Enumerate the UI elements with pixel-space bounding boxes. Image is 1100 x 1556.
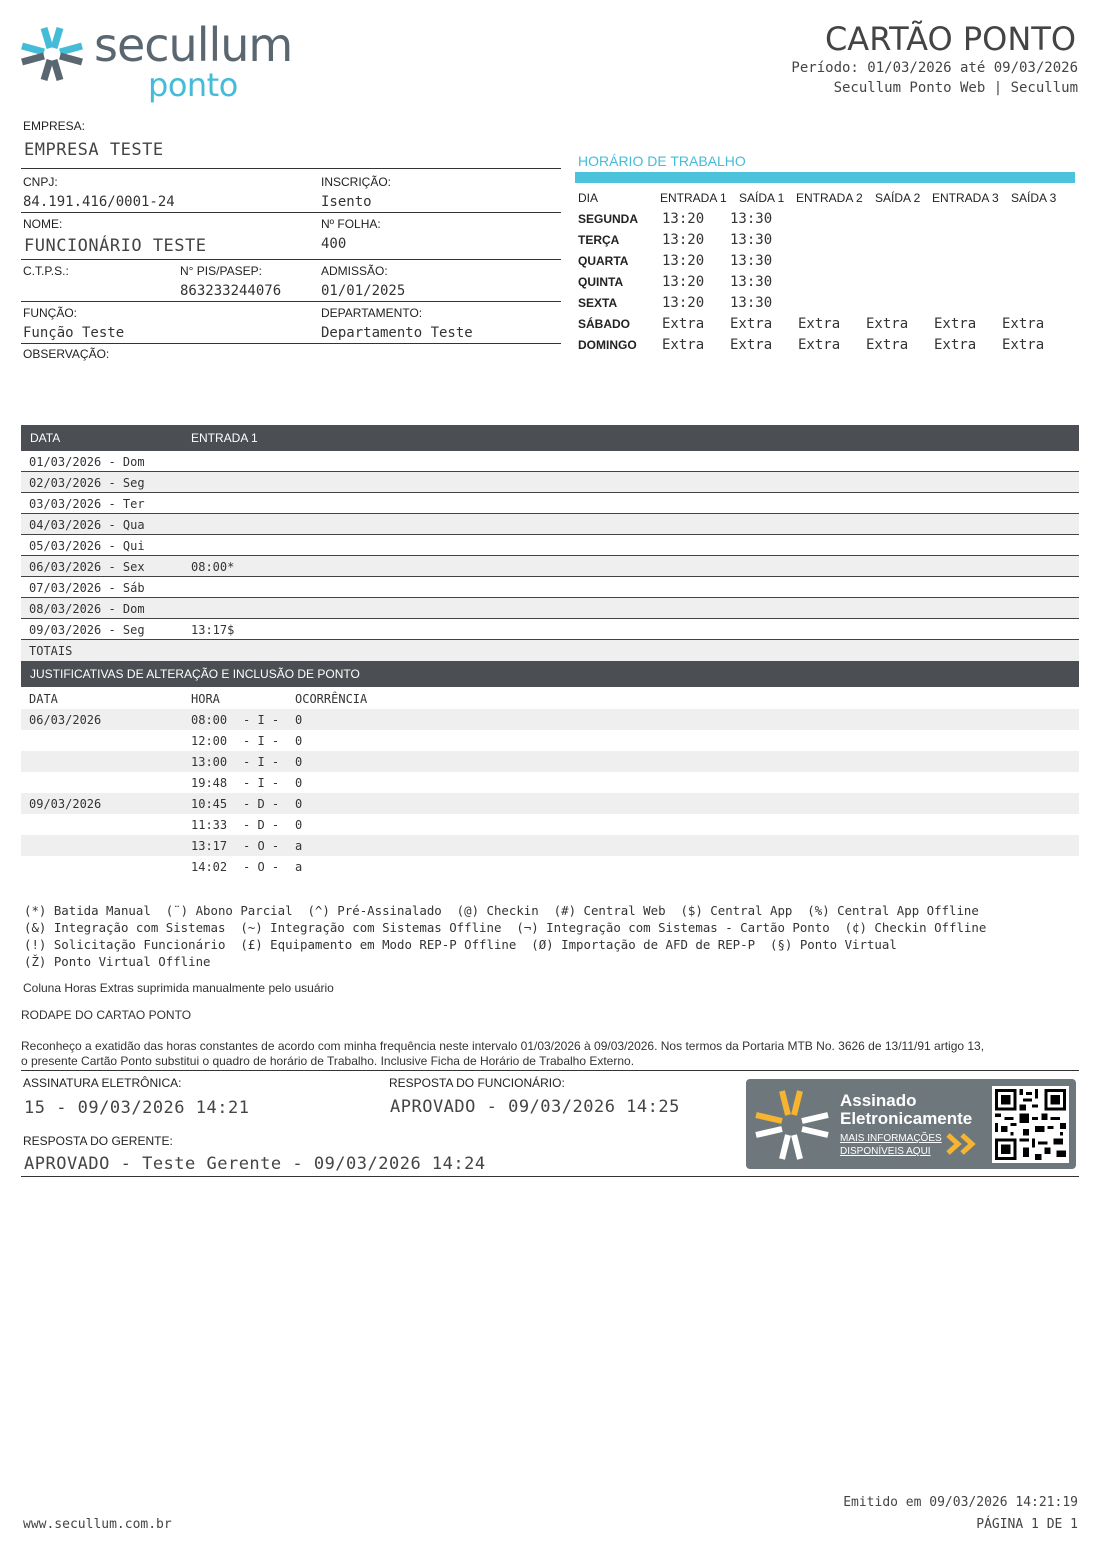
page-number: PÁGINA 1 DE 1: [976, 1517, 1078, 1532]
schedule-cell: 13:30: [730, 274, 773, 290]
folha-label: Nº FOLHA:: [321, 217, 381, 231]
list-item: [21, 793, 1079, 814]
j-hora: 19:48: [191, 776, 228, 790]
schedule-cell: 13:20: [662, 274, 705, 290]
divider: [21, 212, 561, 213]
j-tipo: - D -: [243, 818, 280, 832]
declaration-line1: Reconheço a exatidão das horas constantes de acordo com minha frequência neste intervalo 01/03/2026 à 09/03/2026. Nos termos da Portaria MTB No. 3626 de 13/11/91 artigo 13,: [21, 1039, 985, 1053]
list-item: [21, 772, 1079, 793]
legend-line: (!) Solicitação Funcionário (£) Equipamento em Modo REP-P Offline (Ø) Importação de AFD de REP-P (§) Ponto Virtual: [24, 937, 897, 952]
table-row: [21, 514, 1079, 535]
table-row: [21, 472, 1079, 493]
divider: [21, 301, 561, 302]
pis-label: N° PIS/PASEP:: [180, 264, 262, 278]
period-text: Período: 01/03/2026 até 09/03/2026: [791, 60, 1078, 76]
justifications-columns: [21, 688, 1079, 709]
company-label: EMPRESA:: [23, 119, 86, 133]
schedule-cell: Extra: [662, 337, 705, 353]
schedule-header-entrada1: ENTRADA 1: [660, 191, 727, 205]
justifications-header: [21, 661, 1079, 687]
schedule-cell: 13:30: [730, 232, 773, 248]
schedule-cell: Extra: [662, 316, 705, 332]
qr-code-icon[interactable]: [992, 1086, 1069, 1163]
employee-response-label: RESPOSTA DO FUNCIONÁRIO:: [389, 1076, 565, 1090]
j-date: 09/03/2026: [29, 797, 102, 811]
j-hora: 08:00: [191, 713, 228, 727]
ctps-label: C.T.P.S.:: [23, 264, 69, 278]
seal-title-line2: Eletronicamente: [840, 1109, 973, 1128]
j-hora: 14:02: [191, 860, 228, 874]
emitted-text: Emitido em 09/03/2026 14:21:19: [843, 1495, 1078, 1510]
manager-response-label: RESPOSTA DO GERENTE:: [23, 1134, 173, 1148]
schedule-header-saida1: SAÍDA 1: [739, 191, 785, 205]
schedule-day: QUINTA: [578, 275, 624, 289]
j-ocorrencia: 0: [295, 713, 303, 727]
schedule-header-entrada3: ENTRADA 3: [932, 191, 999, 205]
divider: [21, 168, 561, 169]
row-date: 08/03/2026 - Dom: [29, 602, 145, 616]
punch-table-header: [21, 425, 1079, 451]
row-date: 09/03/2026 - Seg: [29, 623, 145, 637]
jcol-ocorrencia: OCORRÊNCIA: [295, 692, 368, 706]
schedule-cell: 13:20: [662, 211, 705, 227]
divider: [21, 1070, 1079, 1071]
table-row: [21, 619, 1079, 640]
j-tipo: - O -: [243, 839, 280, 853]
list-item: [21, 835, 1079, 856]
table-row: [21, 577, 1079, 598]
jcol-data: DATA: [29, 692, 58, 706]
schedule-cell: Extra: [798, 337, 841, 353]
schedule-cell: Extra: [866, 337, 909, 353]
j-ocorrencia: 0: [295, 797, 303, 811]
schedule-day: SÁBADO: [578, 317, 631, 331]
schedule-cell: 13:30: [730, 211, 773, 227]
j-tipo: - I -: [243, 755, 280, 769]
schedule-cell: 13:20: [662, 253, 705, 269]
list-item: [21, 709, 1079, 730]
list-item: [21, 730, 1079, 751]
schedule-cell: 13:20: [662, 232, 705, 248]
list-item: [21, 814, 1079, 835]
schedule-cell: Extra: [934, 316, 977, 332]
schedule-header-entrada2: ENTRADA 2: [796, 191, 863, 205]
logo-burst-icon: [20, 22, 84, 86]
schedule-cell: Extra: [730, 316, 773, 332]
funcao-label: FUNÇÃO:: [23, 306, 77, 320]
j-hora: 10:45: [191, 797, 228, 811]
seal-title-line1: Assinado: [840, 1091, 917, 1110]
nome-label: NOME:: [23, 217, 63, 231]
schedule-cell: Extra: [1002, 316, 1045, 332]
schedule-title: HORÁRIO DE TRABALHO: [578, 153, 746, 169]
table-row: [21, 451, 1079, 472]
double-chevron-right-icon: [946, 1133, 978, 1155]
electronic-signature-seal[interactable]: [746, 1079, 1076, 1169]
col-data: DATA: [30, 431, 61, 445]
legend-line: (Ž) Ponto Virtual Offline: [24, 954, 211, 969]
schedule-bar: [575, 172, 1075, 183]
row-date: 05/03/2026 - Qui: [29, 539, 145, 553]
extra-hours-note: Coluna Horas Extras suprimida manualmente pelo usuário: [23, 981, 334, 995]
cnpj-label: CNPJ:: [23, 175, 58, 189]
table-row: [21, 598, 1079, 619]
observacao-label: OBSERVAÇÃO:: [23, 347, 110, 361]
table-row: [21, 493, 1079, 514]
schedule-header-saida3: SAÍDA 3: [1011, 191, 1057, 205]
row-date: 06/03/2026 - Sex: [29, 560, 145, 574]
j-date: 06/03/2026: [29, 713, 102, 727]
pis-value: 863233244076: [180, 283, 282, 299]
declaration-line2: o presente Cartão Ponto substitui o quadro de horário de Trabalho. Inclusive Ficha de Horário de Trabalho Externo.: [21, 1054, 635, 1068]
logo-subword: ponto: [148, 66, 238, 104]
divider: [21, 1176, 1079, 1177]
admissao-value: 01/01/2025: [321, 283, 406, 299]
row-date: 04/03/2026 - Qua: [29, 518, 145, 532]
j-ocorrencia: 0: [295, 755, 303, 769]
schedule-day: SEGUNDA: [578, 212, 639, 226]
legend-line: (&) Integração com Sistemas (~) Integração com Sistemas Offline (¬) Integração com Sistemas - Cartão Ponto (¢) Checkin Offline: [24, 920, 987, 935]
justifications-title: JUSTIFICATIVAS DE ALTERAÇÃO E INCLUSÃO DE PONTO: [30, 667, 360, 681]
row-entrada1: 08:00*: [191, 560, 235, 574]
list-item: [21, 856, 1079, 877]
admissao-label: ADMISSÃO:: [321, 264, 388, 278]
row-date: 01/03/2026 - Dom: [29, 455, 145, 469]
divider: [21, 259, 561, 260]
schedule-header-dia: DIA: [578, 191, 599, 205]
j-tipo: - I -: [243, 713, 280, 727]
j-hora: 11:33: [191, 818, 228, 832]
row-entrada1: 13:17$: [191, 623, 235, 637]
j-hora: 13:00: [191, 755, 228, 769]
departamento-value: Departamento Teste: [321, 325, 473, 341]
col-entrada1: ENTRADA 1: [191, 431, 258, 445]
j-tipo: - I -: [243, 776, 280, 790]
schedule-day: DOMINGO: [578, 338, 637, 352]
row-date: 03/03/2026 - Ter: [29, 497, 145, 511]
logo-wordmark: secullum: [94, 18, 293, 72]
seal-burst-icon: [752, 1085, 832, 1165]
schedule-day: SEXTA: [578, 296, 618, 310]
schedule-cell: Extra: [934, 337, 977, 353]
inscricao-label: INSCRIÇÃO:: [321, 175, 392, 189]
schedule-cell: Extra: [730, 337, 773, 353]
j-hora: 13:17: [191, 839, 228, 853]
system-text: Secullum Ponto Web | Secullum: [833, 80, 1078, 96]
document-title: CARTÃO PONTO: [824, 20, 1076, 58]
table-row: [21, 535, 1079, 556]
footer-label: RODAPE DO CARTAO PONTO: [21, 1008, 192, 1022]
schedule-cell: Extra: [1002, 337, 1045, 353]
j-ocorrencia: a: [295, 839, 303, 853]
j-tipo: - D -: [243, 797, 280, 811]
j-tipo: - O -: [243, 860, 280, 874]
manager-response-value: APROVADO - Teste Gerente - 09/03/2026 14:24: [24, 1154, 486, 1174]
schedule-day: TERÇA: [578, 233, 620, 247]
company-value: EMPRESA TESTE: [24, 140, 164, 160]
j-tipo: - I -: [243, 734, 280, 748]
divider: [21, 343, 561, 344]
legend-line: (*) Batida Manual (¨) Abono Parcial (^) Pré-Assinalado (@) Checkin (#) Central Web ($) Central App (%) Central App Offline: [24, 903, 979, 918]
secullum-logo: [20, 18, 320, 104]
schedule-day: QUARTA: [578, 254, 629, 268]
schedule-cell: 13:20: [662, 295, 705, 311]
j-ocorrencia: 0: [295, 776, 303, 790]
nome-value: FUNCIONÁRIO TESTE: [24, 236, 207, 256]
schedule-cell: Extra: [866, 316, 909, 332]
list-item: [21, 751, 1079, 772]
schedule-cell: 13:30: [730, 295, 773, 311]
totals-label: TOTAIS: [29, 644, 73, 658]
j-hora: 12:00: [191, 734, 228, 748]
jcol-hora: HORA: [191, 692, 220, 706]
schedule-cell: Extra: [798, 316, 841, 332]
website-text: www.secullum.com.br: [23, 1517, 172, 1532]
seal-more-info-link-line2[interactable]: DISPONÍVEIS AQUI: [840, 1146, 931, 1157]
inscricao-value: Isento: [321, 194, 372, 210]
cnpj-value: 84.191.416/0001-24: [23, 194, 175, 210]
j-ocorrencia: a: [295, 860, 303, 874]
electronic-signature-value: 15 - 09/03/2026 14:21: [24, 1098, 250, 1118]
row-date: 02/03/2026 - Seg: [29, 476, 145, 490]
totals-row: [21, 640, 1079, 661]
j-ocorrencia: 0: [295, 818, 303, 832]
funcao-value: Função Teste: [23, 325, 125, 341]
table-row: [21, 556, 1079, 577]
row-date: 07/03/2026 - Sáb: [29, 581, 145, 595]
schedule-header-saida2: SAÍDA 2: [875, 191, 921, 205]
departamento-label: DEPARTAMENTO:: [321, 306, 423, 320]
seal-more-info-link[interactable]: MAIS INFORMAÇÕES: [840, 1133, 942, 1144]
folha-value: 400: [321, 236, 347, 252]
electronic-signature-label: ASSINATURA ELETRÔNICA:: [23, 1076, 182, 1090]
j-ocorrencia: 0: [295, 734, 303, 748]
employee-response-value: APROVADO - 09/03/2026 14:25: [390, 1097, 680, 1117]
schedule-cell: 13:30: [730, 253, 773, 269]
